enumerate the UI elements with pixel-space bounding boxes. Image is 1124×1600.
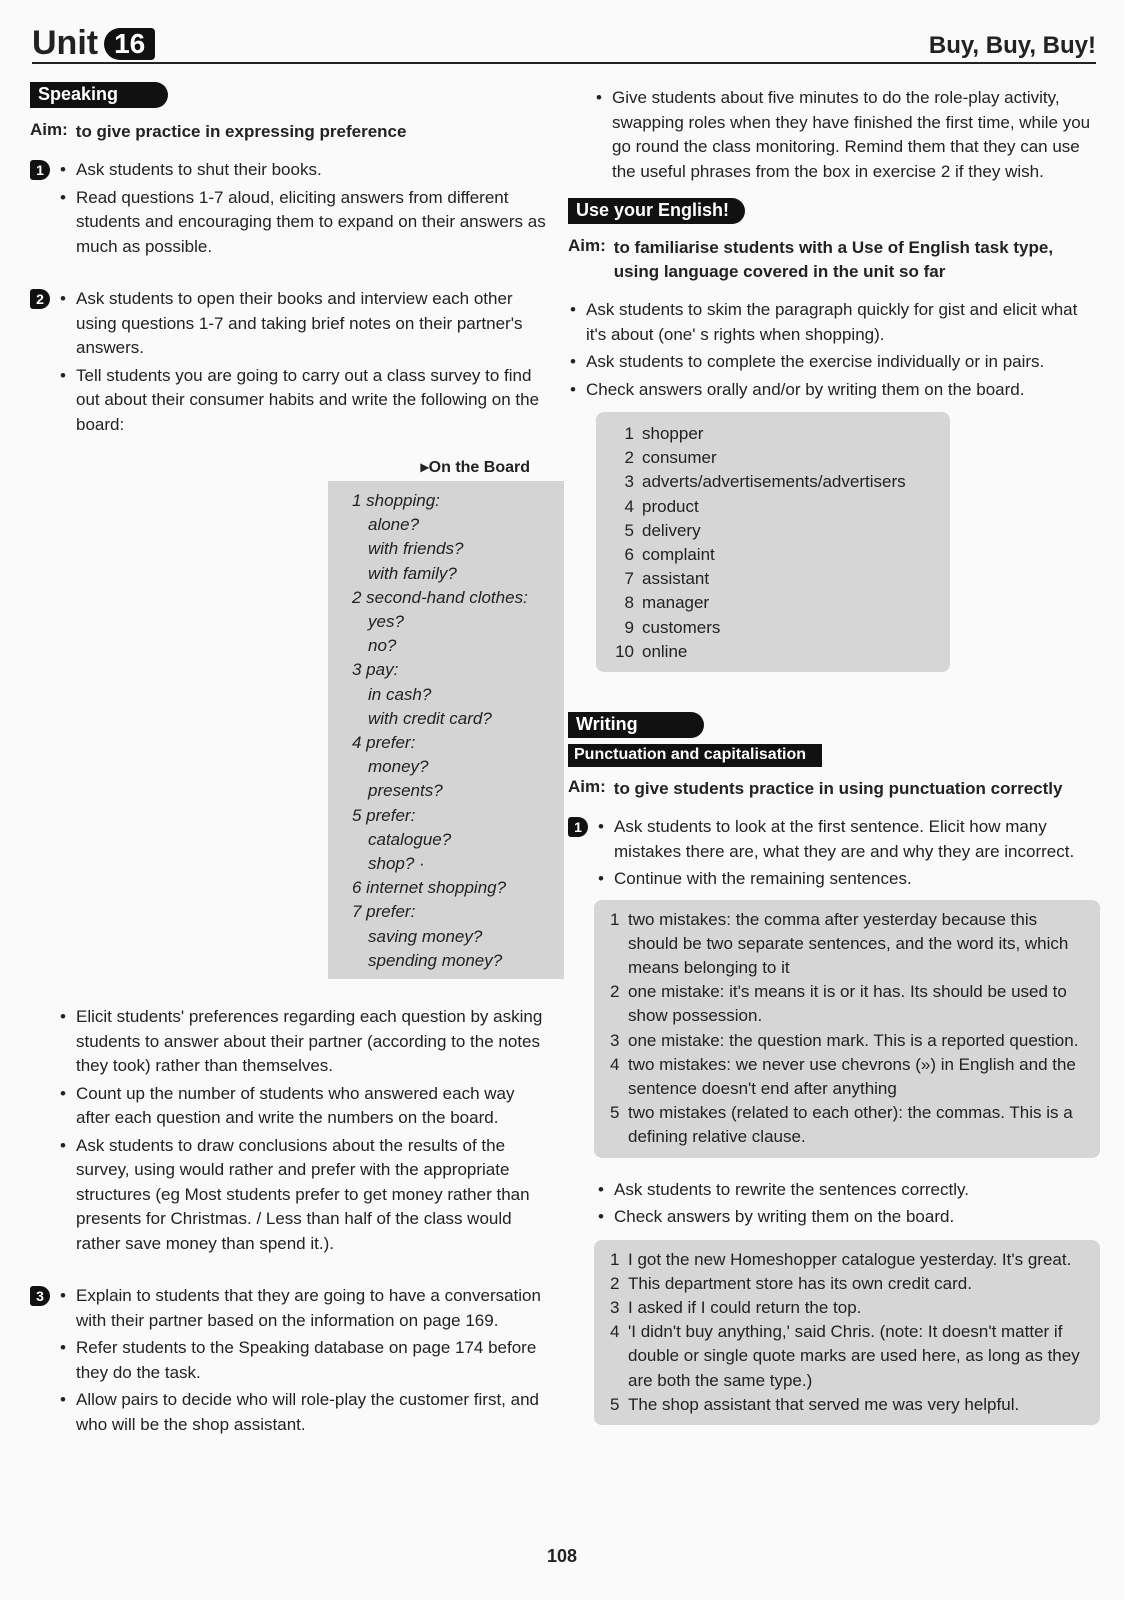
answer-row: [610, 591, 950, 615]
bullet-item: • Count up the number of students who answered each way after each question and write the numbers on the board.: [58, 1082, 550, 1131]
board-line: in cash?: [368, 684, 432, 704]
aim-text: to give students practice in using punctuation correctly: [613, 779, 1063, 799]
answer-row: [610, 1272, 1090, 1296]
answer-number: 4: [610, 1054, 620, 1074]
answer-number: 5: [624, 520, 634, 540]
writing-followup: [568, 1178, 1098, 1230]
answer-row: [610, 1101, 1090, 1149]
unit-title: Buy, Buy, Buy!: [928, 32, 1096, 59]
answer-number: 5: [610, 1103, 620, 1123]
bullet-item: • Elicit students' preferences regarding each question by asking students to answer about their partner (according to the notes they took) rather than themselves.: [58, 1005, 550, 1079]
answer-row: [610, 567, 950, 591]
answer-text: consumer: [642, 448, 717, 468]
answer-number: 1: [610, 1249, 620, 1269]
speaking-followup: [30, 1005, 550, 1256]
page-number: 108: [546, 1546, 578, 1566]
bullet-item: • Ask students to skim the paragraph quickly for gist and elicit what it's about (one' s rights when shopping).: [568, 298, 1098, 347]
answer-row: [610, 908, 1090, 981]
board-line: 5 prefer:: [352, 805, 416, 825]
answer-number: 4: [624, 496, 634, 516]
exercise-number: 3: [30, 1286, 50, 1306]
answer-row: [610, 470, 950, 494]
answer-number: 3: [610, 1030, 620, 1050]
board-line: 6 internet shopping?: [352, 878, 507, 898]
bullet-item: • Ask students to draw conclusions about the results of the survey, using would rather and prefer with the appropriate structures (eg Most students prefer to get money rather than presents for Christmas. / Less than half of the class would rather save money than spend it.).: [58, 1134, 550, 1257]
answer-number: 9: [624, 617, 634, 637]
right-column: [568, 86, 1098, 1445]
use-your-english-heading: Use your English!: [568, 198, 745, 224]
bullet-item: • Explain to students that they are going to have a conversation with their partner based on the information on page 169.: [58, 1284, 550, 1333]
board-line: with credit card?: [368, 708, 492, 728]
answer-row: [610, 616, 950, 640]
answer-text: one mistake: the question mark. This is a reported question.: [628, 1030, 1079, 1050]
answer-number: 3: [624, 472, 634, 492]
answer-number: 2: [610, 1273, 620, 1293]
answer-text: This department store has its own credit card.: [628, 1273, 972, 1293]
bullet-item: • Give students about five minutes to do the role-play activity, swapping roles when they have finished the first time, while you go round the class monitoring. Remind them that they can use the useful phrases from the box in exercise 2 if they wish.: [594, 86, 1098, 184]
answer-row: [610, 1320, 1090, 1393]
board-line: with family?: [368, 563, 457, 583]
aim-label: Aim:: [568, 777, 606, 797]
aim-label: Aim:: [30, 120, 68, 139]
board-line: 1 shopping:: [352, 491, 440, 510]
use-english-aim: [568, 236, 1098, 284]
answer-text: I got the new Homeshopper catalogue yesterday. It's great.: [628, 1249, 1072, 1269]
bullet-item: • Ask students to complete the exercise individually or in pairs.: [568, 350, 1098, 375]
answer-text: shopper: [642, 424, 704, 443]
answer-number: 2: [624, 448, 634, 468]
corrected-sentences-box: [594, 1240, 1100, 1425]
answer-text: delivery: [642, 520, 701, 540]
answer-row: [610, 1296, 1090, 1320]
board-line: no?: [368, 636, 397, 656]
board-line: shop? ·: [368, 854, 425, 874]
bullet-item: • Continue with the remaining sentences.: [596, 867, 1098, 892]
unit-word: Unit: [32, 24, 99, 62]
on-the-board-label: ▸ On the Board: [30, 457, 530, 477]
aim-label: Aim:: [568, 236, 606, 255]
answer-number: 6: [624, 545, 634, 565]
board-line: alone?: [368, 515, 420, 535]
bullet-item: • Ask students to rewrite the sentences correctly.: [596, 1178, 1098, 1203]
answer-number: 4: [610, 1322, 620, 1342]
bullet-item: • Check answers orally and/or by writing them on the board.: [568, 378, 1098, 403]
answer-text: manager: [642, 593, 710, 613]
board-line: 4 prefer:: [352, 733, 416, 753]
board-line: saving money?: [368, 926, 483, 946]
answer-text: complaint: [642, 545, 715, 565]
speaking-exercise-1: [30, 158, 550, 259]
writing-subheading: Punctuation and capitalisation: [568, 744, 822, 767]
speaking-exercise-3: [30, 1284, 550, 1437]
answer-text: two mistakes (related to each other): the commas. This is a defining relative clause.: [628, 1103, 1073, 1147]
use-english-answer-box: [596, 412, 950, 672]
answer-row: [610, 1029, 1090, 1053]
bullet-item: • Refer students to the Speaking database on page 174 before they do the task.: [58, 1336, 550, 1385]
bullet-item: • Ask students to open their books and interview each other using questions 1-7 and taking brief notes on their partner's answers.: [58, 287, 550, 361]
answer-text: 'I didn't buy anything,' said Chris. (note: It doesn't matter if double or single quote marks are used here, as long as they are both the same type.): [628, 1322, 1080, 1390]
answer-row: [610, 640, 950, 664]
answer-text: I asked if I could return the top.: [628, 1297, 862, 1317]
answer-number: 1: [624, 424, 634, 443]
answer-row: [610, 495, 950, 519]
page-header: [32, 22, 1096, 64]
board-line: presents?: [368, 781, 443, 801]
answer-number: 2: [610, 982, 620, 1002]
mistakes-answer-box: [594, 900, 1100, 1158]
board-line: with friends?: [368, 539, 464, 559]
answer-row: [610, 1248, 1090, 1272]
answer-text: online: [642, 641, 688, 661]
bullet-item: • Tell students you are going to carry out a class survey to find out about their consumer habits and write the following on the board:: [58, 364, 550, 438]
exercise-number: 2: [30, 289, 50, 309]
answer-row: [610, 519, 950, 543]
writing-exercise-1: [568, 815, 1098, 892]
bullet-item: • Ask students to shut their books.: [58, 158, 550, 183]
answer-number: 3: [610, 1297, 620, 1317]
exercise-number: 1: [30, 160, 50, 180]
bullet-item: • Read questions 1-7 aloud, eliciting answers from different students and encouraging them to expand on their answers as much as possible.: [58, 186, 550, 260]
aim-text: to familiarise students with a Use of English task type, using language covered in the unit so far: [613, 238, 1054, 281]
board-line: catalogue?: [368, 829, 452, 849]
answer-row: [610, 1053, 1090, 1101]
board-line: money?: [368, 757, 429, 777]
answer-number: 1: [610, 909, 620, 929]
board-box: [328, 481, 564, 979]
board-line: spending money?: [368, 950, 503, 970]
writing-heading: Writing: [568, 712, 704, 738]
answer-text: customers: [642, 617, 721, 637]
board-line: 2 second-hand clothes:: [352, 587, 528, 607]
answer-row: [610, 422, 950, 446]
writing-aim: [568, 777, 1098, 801]
answer-text: assistant: [642, 569, 710, 589]
bullet-item: • Check answers by writing them on the board.: [596, 1205, 1098, 1230]
answer-number: 8: [624, 593, 634, 613]
board-line: 3 pay:: [352, 660, 399, 680]
bullet-item: • Allow pairs to decide who will role-play the customer first, and who will be the shop assistant.: [58, 1388, 550, 1437]
answer-row: [610, 1393, 1090, 1417]
unit-number-badge: 16: [104, 28, 155, 60]
answer-row: [610, 980, 1090, 1028]
answer-text: product: [642, 496, 699, 516]
answer-number: 5: [610, 1394, 620, 1414]
answer-row: [610, 543, 950, 567]
answer-number: 7: [624, 569, 634, 589]
speaking-aim: [30, 120, 550, 144]
answer-text: one mistake: it's means it is or it has. Its should be used to show possession.: [628, 982, 1067, 1026]
board-line: 7 prefer:: [352, 902, 416, 922]
answer-text: adverts/advertisements/advertisers: [642, 472, 906, 492]
roleplay-continuation: [568, 86, 1098, 184]
answer-number: 10: [615, 641, 634, 661]
left-column: [30, 82, 550, 1457]
bullet-item: • Ask students to look at the first sentence. Elicit how many mistakes there are, what they are and why they are incorrect.: [596, 815, 1098, 864]
unit-label: [32, 24, 155, 63]
board-line: yes?: [368, 612, 404, 632]
answer-text: two mistakes: the comma after yesterday because this should be two separate sentences, and the word its, which means belonging to it: [628, 909, 1069, 977]
answer-text: two mistakes: we never use chevrons (») in English and the sentence doesn't end after anything: [628, 1054, 1076, 1098]
speaking-heading: Speaking: [30, 82, 168, 108]
answer-text: The shop assistant that served me was very helpful.: [628, 1394, 1020, 1414]
aim-text: to give practice in expressing preference: [75, 122, 407, 141]
use-english-bullets: [568, 298, 1098, 402]
answer-row: [610, 446, 950, 470]
exercise-number: 1: [568, 817, 588, 837]
speaking-exercise-2: [30, 287, 550, 437]
